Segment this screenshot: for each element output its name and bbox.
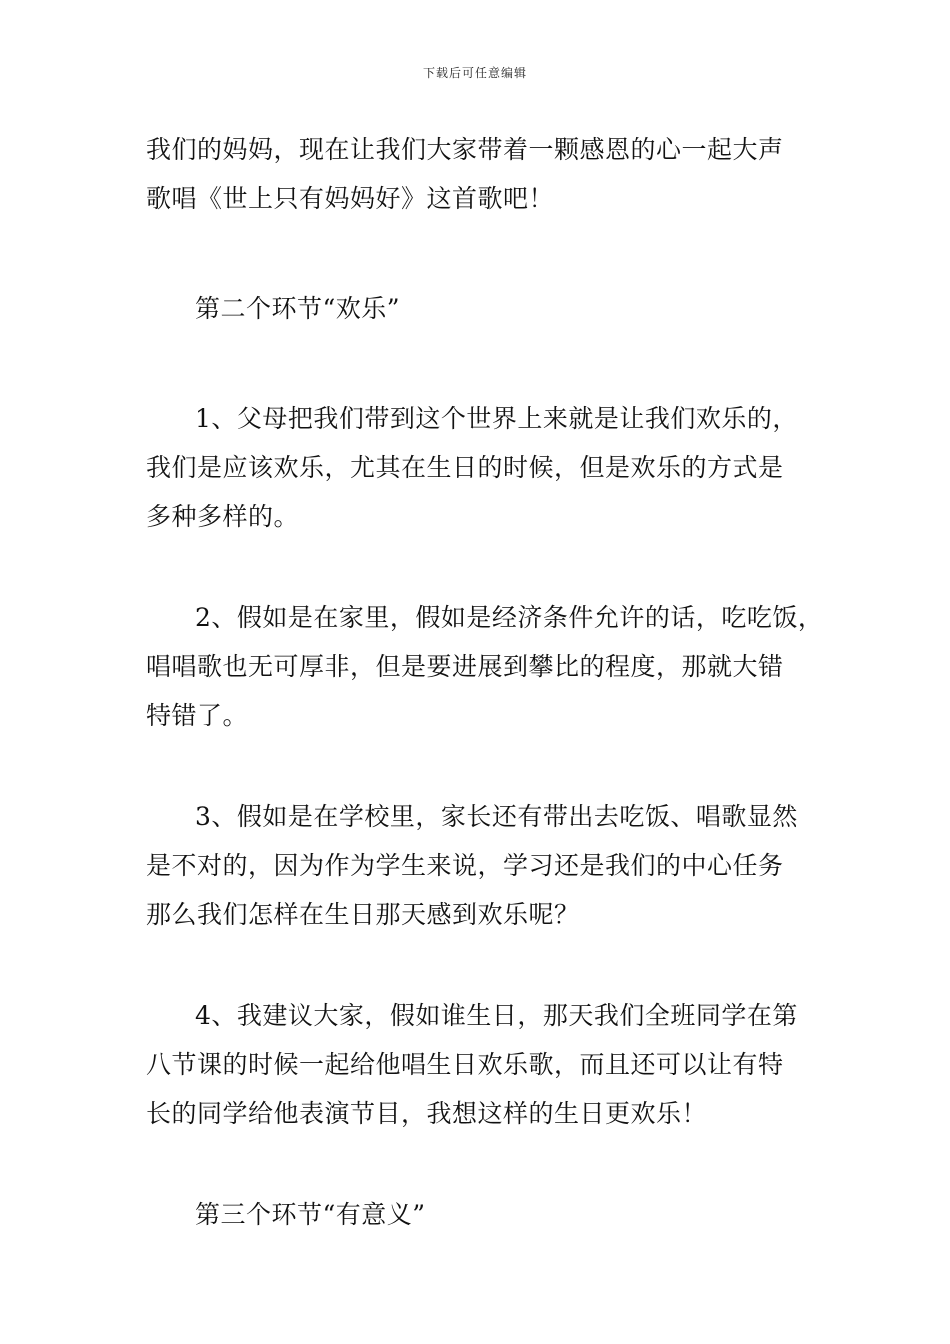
text-line: 2、假如是在家里，假如是经济条件允许的话，吃吃饭， bbox=[195, 603, 824, 632]
section-heading-joy bbox=[146, 284, 816, 333]
text-line: 歌唱《世上只有妈妈好》这首歌吧！ bbox=[146, 184, 555, 213]
section-heading-meaningful bbox=[146, 1190, 816, 1239]
text-line: 多种多样的。 bbox=[146, 502, 300, 531]
text-line: 我们是应该欢乐，尤其在生日的时候，但是欢乐的方式是 bbox=[146, 453, 784, 482]
text-line: 八节课的时候一起给他唱生日欢乐歌，而且还可以让有特 bbox=[146, 1050, 784, 1079]
text-line: 3、假如是在学校里，家长还有带出去吃饭、唱歌显然 bbox=[195, 802, 798, 831]
text-line: 长的同学给他表演节目，我想这样的生日更欢乐！ bbox=[146, 1099, 708, 1128]
page-header: 下载后可任意编辑 bbox=[422, 66, 527, 80]
text-line: 是不对的，因为作为学生来说，学习还是我们的中心任务 bbox=[146, 851, 784, 880]
text-line: 我们的妈妈，现在让我们大家带着一颗感恩的心一起大声 bbox=[146, 135, 784, 164]
paragraph-item-1 bbox=[146, 394, 816, 541]
text-line: 唱唱歌也无可厚非，但是要进展到攀比的程度，那就大错 bbox=[146, 652, 784, 681]
text-line: 那么我们怎样在生日那天感到欢乐呢？ bbox=[146, 900, 580, 929]
text-line: 特错了。 bbox=[146, 701, 249, 730]
section-heading: 第三个环节“有意义” bbox=[195, 1200, 426, 1229]
section-heading: 第二个环节“欢乐” bbox=[195, 294, 401, 323]
document-body bbox=[146, 125, 824, 1239]
paragraph-item-2 bbox=[146, 593, 824, 740]
paragraph-intro bbox=[146, 125, 816, 223]
paragraph-item-4 bbox=[146, 991, 816, 1138]
paragraph-item-3 bbox=[146, 792, 816, 939]
text-line: 4、我建议大家，假如谁生日，那天我们全班同学在第 bbox=[195, 1001, 798, 1030]
text-line: 1、父母把我们带到这个世界上来就是让我们欢乐的， bbox=[195, 404, 798, 433]
